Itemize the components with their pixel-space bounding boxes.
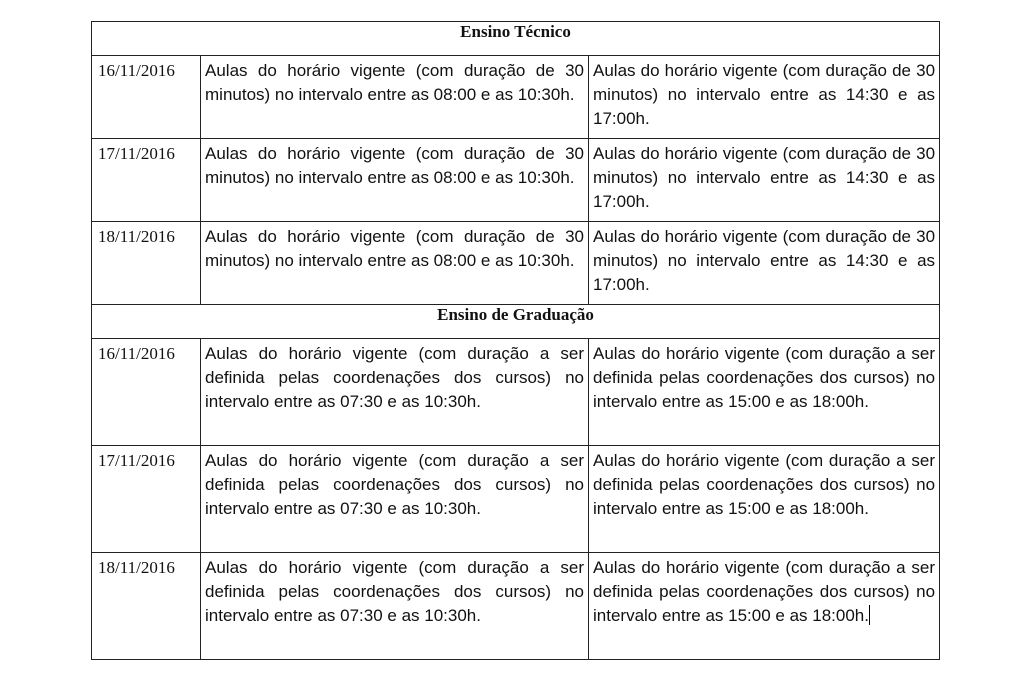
section-header-tecnico xyxy=(92,22,940,56)
schedule-table xyxy=(91,21,940,660)
date-cell[interactable]: 17/11/2016 xyxy=(92,446,201,553)
table-row xyxy=(92,222,940,305)
date-cell[interactable]: 17/11/2016 xyxy=(92,139,201,222)
date-cell[interactable]: 16/11/2016 xyxy=(92,56,201,139)
morning-cell[interactable]: Aulas do horário vigente (com duração a ser definida pelas coordenações dos cursos) no intervalo entre as 07:30 e as 10:30h. xyxy=(201,553,589,660)
table-row xyxy=(92,339,940,446)
table-row xyxy=(92,139,940,222)
afternoon-cell[interactable]: Aulas do horário vigente (com duração a ser definida pelas coordenações dos cursos) no intervalo entre as 15:00 e as 18:00h. xyxy=(589,446,940,553)
afternoon-cell[interactable]: Aulas do horário vigente (com duração a ser definida pelas coordenações dos cursos) no intervalo entre as 15:00 e as 18:00h. xyxy=(589,339,940,446)
afternoon-cell[interactable]: Aulas do horário vigente (com duração de 30 minutos) no intervalo entre as 14:30 e as 17:00h. xyxy=(589,56,940,139)
morning-cell[interactable]: Aulas do horário vigente (com duração de 30 minutos) no intervalo entre as 08:00 e as 10:30h. xyxy=(201,139,589,222)
section-title[interactable]: Ensino Técnico xyxy=(92,22,940,56)
morning-cell[interactable]: Aulas do horário vigente (com duração de 30 minutos) no intervalo entre as 08:00 e as 10:30h. xyxy=(201,222,589,305)
morning-cell[interactable]: Aulas do horário vigente (com duração a ser definida pelas coordenações dos cursos) no intervalo entre as 07:30 e as 10:30h. xyxy=(201,339,589,446)
afternoon-cell[interactable]: Aulas do horário vigente (com duração de 30 minutos) no intervalo entre as 14:30 e as 17:00h. xyxy=(589,139,940,222)
section-title[interactable]: Ensino de Graduação xyxy=(92,305,940,339)
text-cursor xyxy=(869,605,870,625)
morning-cell[interactable]: Aulas do horário vigente (com duração de 30 minutos) no intervalo entre as 08:00 e as 10:30h. xyxy=(201,56,589,139)
afternoon-cell[interactable] xyxy=(589,553,940,660)
date-cell[interactable]: 18/11/2016 xyxy=(92,553,201,660)
morning-cell[interactable]: Aulas do horário vigente (com duração a ser definida pelas coordenações dos cursos) no intervalo entre as 07:30 e as 10:30h. xyxy=(201,446,589,553)
afternoon-cell[interactable]: Aulas do horário vigente (com duração de 30 minutos) no intervalo entre as 14:30 e as 17:00h. xyxy=(589,222,940,305)
table-row xyxy=(92,553,940,660)
section-header-graduacao xyxy=(92,305,940,339)
date-cell[interactable]: 16/11/2016 xyxy=(92,339,201,446)
table-row xyxy=(92,446,940,553)
date-cell[interactable]: 18/11/2016 xyxy=(92,222,201,305)
table-row xyxy=(92,56,940,139)
afternoon-text: Aulas do horário vigente (com duração a ser definida pelas coordenações dos cursos) no intervalo entre as 15:00 e as 18:00h. xyxy=(593,558,936,625)
